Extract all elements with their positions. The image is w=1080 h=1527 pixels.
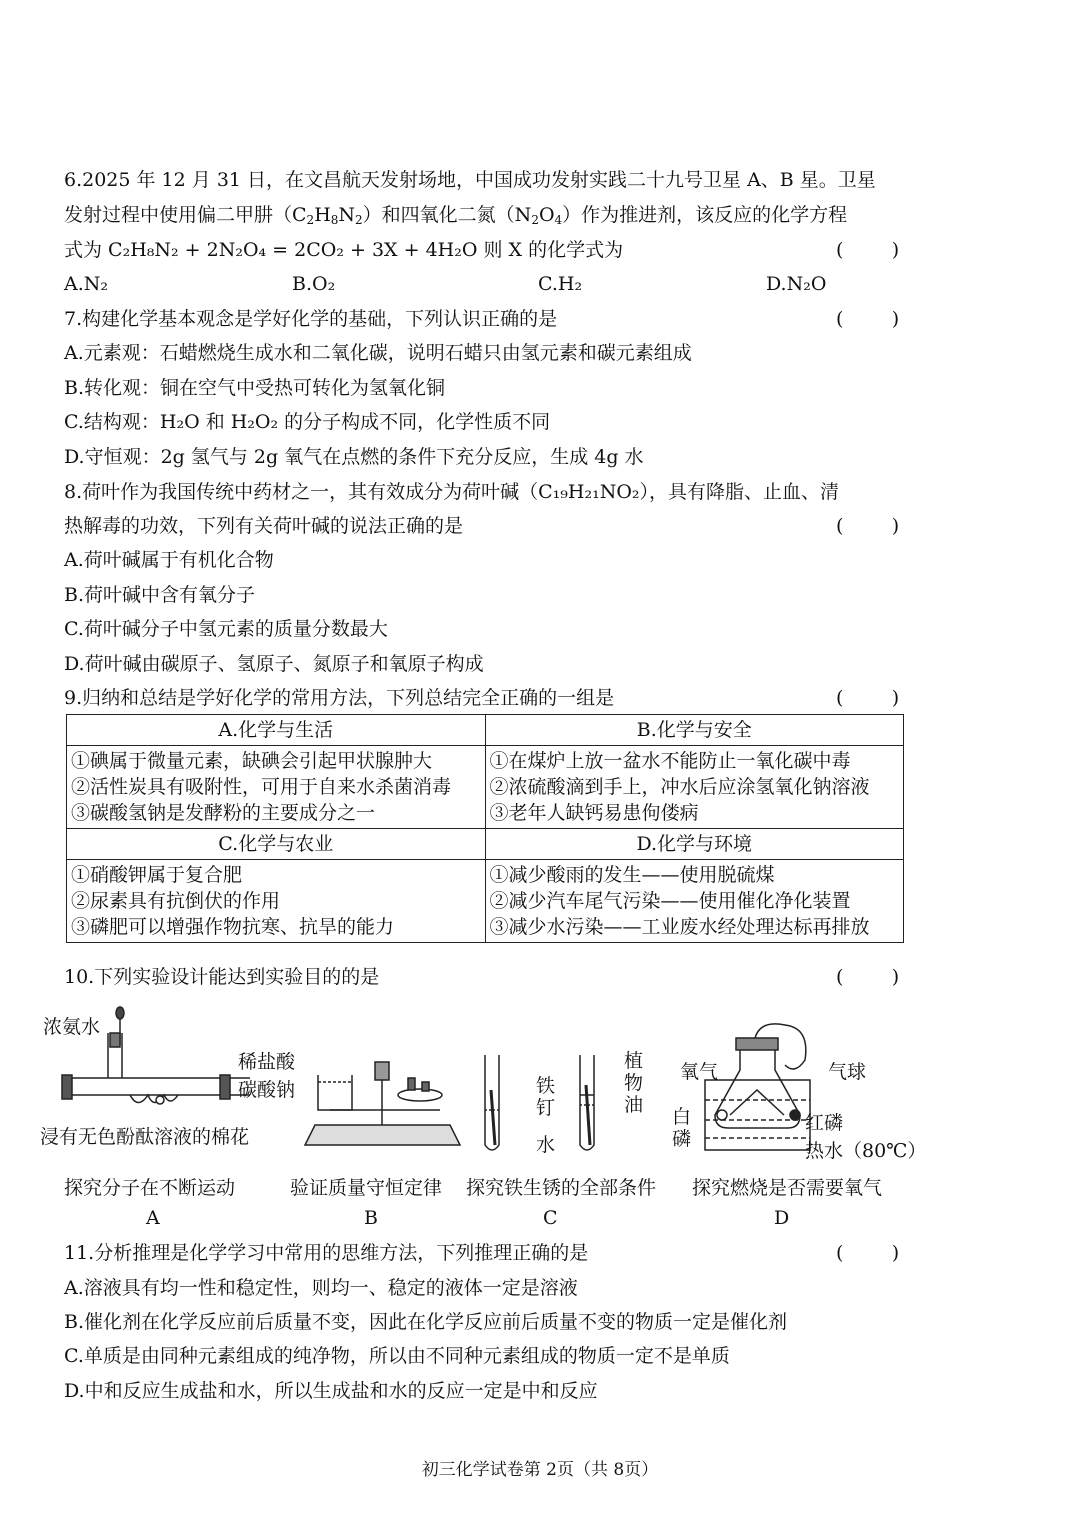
q6-sub: 2 (355, 213, 363, 227)
q6-text: ）和四氧化二氮（N (362, 204, 532, 226)
q9-stem: 9.归纳和总结是学好化学的常用方法，下列总结完全正确的一组是 (64, 687, 615, 709)
q11-option-a[interactable]: A.溶液具有均一性和稳定性，则均一、稳定的液体一定是溶液 (64, 1277, 578, 1299)
figure-letter-d[interactable]: D (774, 1207, 790, 1229)
q6-sub: 8 (330, 213, 339, 227)
q7-option-c[interactable]: C.结构观：H₂O 和 H₂O₂ 的分子构成不同，化学性质不同 (64, 411, 551, 433)
q11-option-b[interactable]: B.催化剂在化学反应前后质量不变，因此在化学反应前后质量不变的物质一定是催化剂 (64, 1311, 788, 1333)
table-item: ③碳酸氢钠是发酵粉的主要成分之一 (71, 802, 376, 824)
figure-letter-a[interactable]: A (146, 1207, 160, 1229)
table-cell-b (485, 746, 904, 829)
q8-option-b[interactable]: B.荷叶碱中含有氧分子 (64, 584, 256, 606)
table-header-d: D.化学与环境 (485, 829, 904, 860)
q6-text: H (314, 204, 331, 226)
q6-text: O (538, 204, 555, 226)
q9-answer-paren[interactable]: ( ) (836, 687, 900, 709)
q10-stem: 10.下列实验设计能达到实验目的的是 (64, 966, 380, 988)
q9-summary-table (66, 714, 904, 943)
q8-option-c[interactable]: C.荷叶碱分子中氢元素的质量分数最大 (64, 618, 388, 640)
label-sodium-carbonate: 碳酸钠 (238, 1079, 296, 1101)
caption-d: 探究燃烧是否需要氧气 (692, 1177, 883, 1199)
q6-stem-line2 (64, 202, 847, 228)
q8-stem-line1: 8.荷叶作为我国传统中药材之一，其有效成分为荷叶碱（C₁₉H₂₁NO₂），具有降脂、止血、清 (64, 481, 840, 503)
q7-answer-paren[interactable]: ( ) (836, 308, 900, 330)
q6-text: ）作为推进剂，该反应的化学方程 (562, 204, 848, 226)
table-cell-c (67, 860, 486, 943)
q10-answer-paren[interactable]: ( ) (836, 966, 900, 988)
label-white-phosphorus: 白磷 (672, 1106, 692, 1150)
table-cell-d (485, 860, 904, 943)
label-water: 水 (536, 1134, 556, 1156)
q6-sub: 2 (531, 213, 539, 227)
q6-option-c[interactable]: C.H₂ (538, 273, 583, 295)
q6-text: N (338, 204, 356, 226)
label-vegetable-oil: 植物油 (624, 1050, 644, 1116)
table-header-b: B.化学与安全 (485, 715, 904, 746)
table-item: ①碘属于微量元素，缺碘会引起甲状腺肿大 (71, 750, 433, 772)
table-item: ①减少酸雨的发生——使用脱硫煤 (489, 864, 775, 886)
table-item: ②减少汽车尾气污染——使用催化净化装置 (489, 890, 851, 912)
q8-option-d[interactable]: D.荷叶碱由碳原子、氢原子、氮原子和氧原子构成 (64, 653, 484, 675)
table-item: ③老年人缺钙易患佝偻病 (489, 802, 699, 824)
label-ammonia: 浓氨水 (43, 1016, 101, 1038)
q6-stem-line1: 6.2025 年 12 月 31 日，在文昌航天发射场地，中国成功发射实践二十九号卫星 A、B 星。卫星 (64, 169, 876, 191)
table-item: ①硝酸钾属于复合肥 (71, 864, 243, 886)
q6-text: 发射过程中使用偏二甲肼（C (64, 204, 307, 226)
table-header-c: C.化学与农业 (67, 829, 486, 860)
q6-stem-line3: 式为 C₂H₈N₂ + 2N₂O₄ = 2CO₂ + 3X + 4H₂O 则 X 的化学式为 (64, 239, 624, 261)
q11-option-c[interactable]: C.单质是由同种元素组成的纯净物，所以由不同种元素组成的物质一定不是单质 (64, 1345, 730, 1367)
q6-option-d[interactable]: D.N₂O (766, 273, 827, 295)
label-hydrochloric-acid: 稀盐酸 (238, 1051, 296, 1073)
table-item: ③磷肥可以增强作物抗寒、抗旱的能力 (71, 916, 395, 938)
table-item: ②浓硫酸滴到手上，冲水后应涂氢氧化钠溶液 (489, 776, 870, 798)
q6-option-b[interactable]: B.O₂ (292, 273, 336, 295)
table-header-a: A.化学与生活 (67, 715, 486, 746)
q8-stem-line2: 热解毒的功效，下列有关荷叶碱的说法正确的是 (64, 515, 464, 537)
q11-option-d[interactable]: D.中和反应生成盐和水，所以生成盐和水的反应一定是中和反应 (64, 1380, 598, 1402)
q7-stem: 7.构建化学基本观念是学好化学的基础，下列认识正确的是 (64, 308, 558, 330)
page-footer: 初三化学试卷第 2页（共 8页） (421, 1460, 659, 1480)
q11-stem: 11.分析推理是化学学习中常用的思维方法，下列推理正确的是 (64, 1242, 589, 1264)
label-iron-nail: 铁钉 (536, 1075, 556, 1119)
q8-answer-paren[interactable]: ( ) (836, 515, 900, 537)
q7-option-b[interactable]: B.转化观：铜在空气中受热可转化为氢氧化铜 (64, 377, 446, 399)
table-item: ②尿素具有抗倒伏的作用 (71, 890, 281, 912)
figure-letter-c[interactable]: C (543, 1207, 558, 1229)
label-red-phosphorus: 红磷 (805, 1112, 844, 1134)
q6-option-a[interactable]: A.N₂ (64, 273, 109, 295)
q8-option-a[interactable]: A.荷叶碱属于有机化合物 (64, 549, 274, 571)
table-cell-a (67, 746, 486, 829)
caption-c: 探究铁生锈的全部条件 (466, 1177, 657, 1199)
q7-option-d[interactable]: D.守恒观：2g 氢气与 2g 氧气在点燃的条件下充分反应，生成 4g 水 (64, 446, 644, 468)
figure-b-balance (300, 1040, 465, 1155)
label-oxygen: 氧气 (680, 1061, 719, 1083)
label-cotton: 浸有无色酚酞溶液的棉花 (40, 1126, 250, 1148)
table-item: ③减少水污染——工业废水经处理达标再排放 (489, 916, 870, 938)
q6-sub: 4 (554, 213, 563, 227)
q6-sub: 2 (306, 213, 315, 227)
figure-letter-b[interactable]: B (364, 1207, 378, 1229)
label-balloon: 气球 (828, 1061, 867, 1083)
caption-b: 验证质量守恒定律 (290, 1177, 443, 1199)
label-hot-water: 热水（80℃） (805, 1140, 927, 1162)
q7-option-a[interactable]: A.元素观：石蜡燃烧生成水和二氧化碳，说明石蜡只由氢元素和碳元素组成 (64, 342, 692, 364)
table-item: ①在煤炉上放一盆水不能防止一氧化碳中毒 (489, 750, 851, 772)
caption-a: 探究分子在不断运动 (64, 1177, 236, 1199)
q6-answer-paren[interactable]: ( ) (836, 239, 900, 261)
table-item: ②活性炭具有吸附性，可用于自来水杀菌消毒 (71, 776, 452, 798)
q11-answer-paren[interactable]: ( ) (836, 1242, 900, 1264)
